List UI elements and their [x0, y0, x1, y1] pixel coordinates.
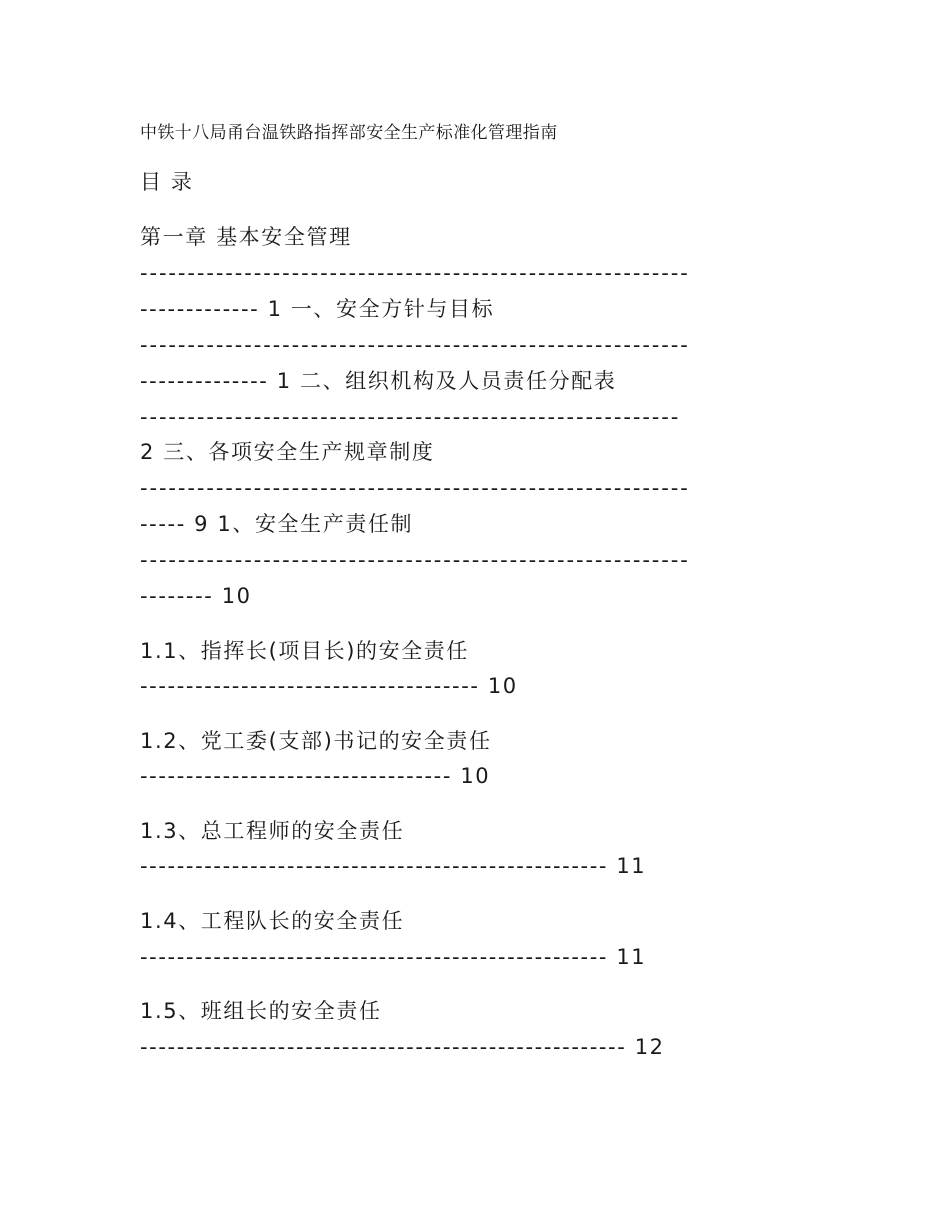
toc-heading: 目 录	[140, 170, 194, 194]
toc-entry: -------------- 1 二、组织机构及人员责任分配表	[140, 369, 617, 393]
toc-leader: --------------------------------------------------- 11	[140, 854, 647, 878]
toc-leader: --------------------------------------------------- 11	[140, 945, 647, 969]
document-title: 中铁十八局甬台温铁路指挥部安全生产标准化管理指南	[140, 123, 558, 143]
toc-leader: ----------------------------------------------------- 12	[140, 1035, 665, 1059]
toc-leader: ------------------------------------- 10	[140, 674, 518, 698]
toc-entry: 1.4、工程队长的安全责任	[140, 909, 405, 933]
toc-leader: ----------------------------------------------------------	[140, 476, 690, 500]
toc-entry: 1.2、党工委(支部)书记的安全责任	[140, 729, 492, 753]
toc-chapter-heading: 第一章 基本安全管理	[140, 225, 352, 249]
toc-entry: ----- 9 1、安全生产责任制	[140, 512, 414, 536]
toc-leader: ----------------------------------------------------------	[140, 548, 690, 572]
toc-entry: 1.3、总工程师的安全责任	[140, 819, 405, 843]
toc-leader: ---------------------------------- 10	[140, 764, 491, 788]
toc-page-number: -------- 10	[140, 584, 252, 608]
toc-leader: ---------------------------------------------------------	[140, 405, 681, 429]
toc-leader: ----------------------------------------------------------	[140, 333, 690, 357]
toc-entry: 2 三、各项安全生产规章制度	[140, 440, 435, 464]
toc-entry: ------------- 1 一、安全方针与目标	[140, 297, 495, 321]
toc-entry: 1.5、班组长的安全责任	[140, 999, 382, 1023]
toc-entry: 1.1、指挥长(项目长)的安全责任	[140, 639, 469, 663]
toc-leader: ----------------------------------------------------------	[140, 261, 690, 285]
